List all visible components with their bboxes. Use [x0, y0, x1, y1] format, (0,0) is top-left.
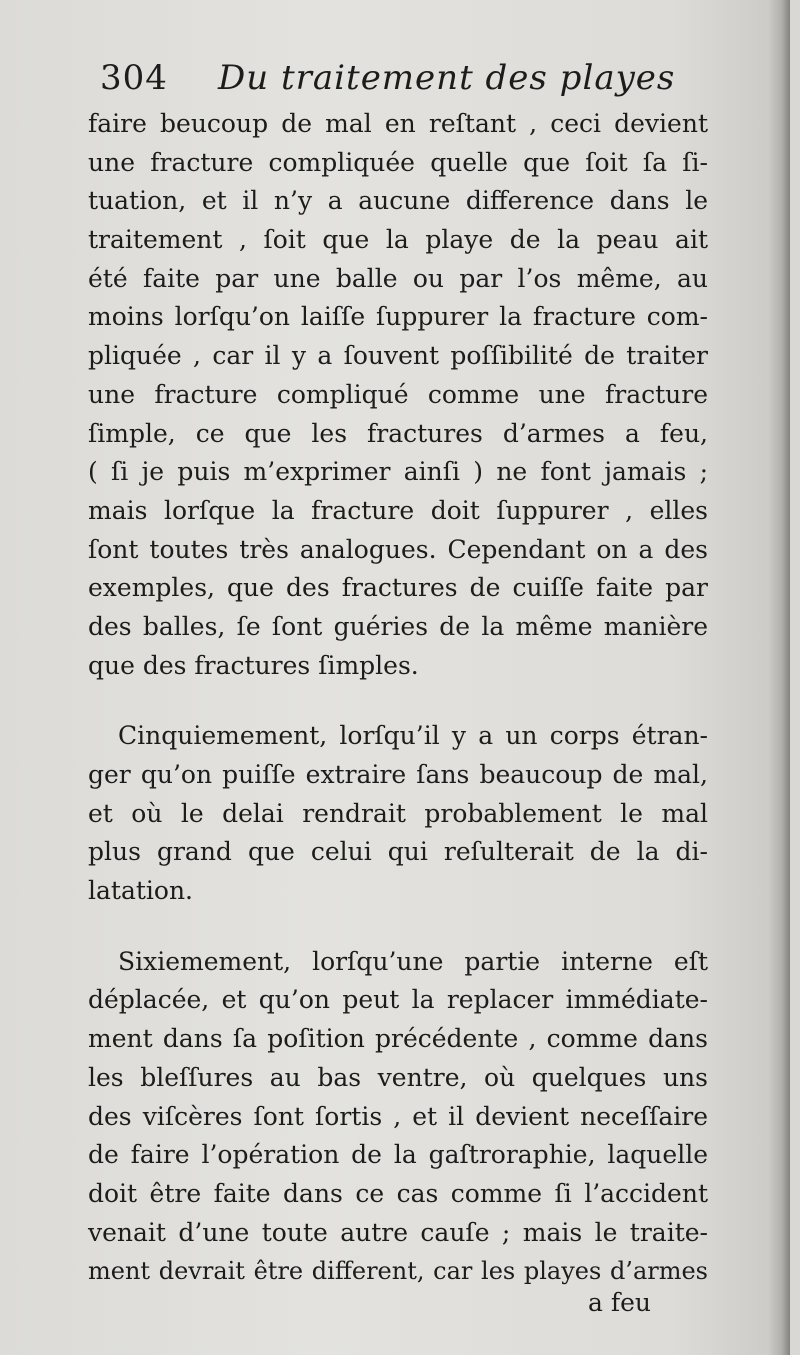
text-line: pliquée , car il y a ſouvent poſſibilité de traiter	[88, 341, 708, 371]
page-header	[100, 58, 720, 108]
text-line: exemples, que des fractures de cuiſſe faite par	[88, 573, 708, 603]
text-line: déplacée, et qu’on peut la replacer immédiate-	[88, 985, 708, 1015]
text-line: ſimple, ce que les fractures d’armes a feu,	[88, 418, 708, 448]
page-edge-shadow	[768, 0, 790, 1355]
text-line: plus grand que celui qui reſulterait de la di-	[88, 837, 708, 867]
text-line: mais lorſque la fracture doit ſuppurer , elles	[88, 495, 708, 525]
body-text	[88, 105, 708, 1291]
text-line: de faire l’opération de la gaſtroraphie, laquelle	[88, 1140, 708, 1170]
text-line: moins lorſqu’on laiſſe ſuppurer la fracture com-	[88, 302, 708, 332]
text-line: été faite par une balle ou par l’os même, au	[88, 263, 708, 293]
text-line: ( ſi je puis m’exprimer ainſi ) ne font jamais ;	[88, 457, 708, 487]
text-line: ger qu’on puiſſe extraire ſans beaucoup de mal,	[88, 760, 708, 789]
text-line: Cinquiemement, lorſqu’il y a un corps étran-	[118, 721, 708, 751]
text-line: une fracture compliqué comme une fracture	[88, 379, 708, 409]
text-line: que des fractures ſimples.	[88, 650, 419, 680]
text-line: les bleſſures au bas ventre, où quelques uns	[88, 1062, 708, 1092]
text-line: ment devrait être different, car les playes d’armes	[88, 1257, 708, 1286]
text-line: tuation, et il n’y a aucune difference dans le	[88, 186, 708, 216]
paragraph	[88, 105, 708, 685]
text-line: traitement , ſoit que la playe de la peau ait	[88, 225, 708, 255]
running-title: Du traitement des playes	[218, 58, 676, 98]
text-line: et où le delai rendrait probablement le mal	[88, 798, 708, 828]
paragraph	[88, 717, 708, 910]
text-line: doit être faite dans ce cas comme ſi l’accident	[88, 1178, 708, 1208]
paragraph-gap	[88, 911, 708, 943]
text-line: des balles, ſe ſont guéries de la même manière	[88, 611, 708, 641]
text-line: ſont toutes très analogues. Cependant on a des	[88, 534, 708, 564]
paragraph-gap	[88, 685, 708, 717]
text-line: des viſcères ſont ſortis , et il devient neceſſaire	[88, 1101, 708, 1131]
paragraph	[88, 943, 708, 1291]
text-line: une fracture compliquée quelle que ſoit ſa ſi-	[88, 147, 708, 177]
catchword: a feu	[588, 1288, 652, 1317]
page-number: 304	[100, 58, 168, 98]
text-line: Sixiemement, lorſqu’une partie interne eſt	[118, 946, 708, 976]
text-line: venait d’une toute autre cauſe ; mais le traite-	[88, 1217, 708, 1247]
text-line: faire beucoup de mal en reſtant , ceci devient	[88, 109, 708, 138]
text-line: ment dans ſa poſition précédente , comme dans	[88, 1024, 708, 1054]
text-line: latation.	[88, 876, 193, 906]
